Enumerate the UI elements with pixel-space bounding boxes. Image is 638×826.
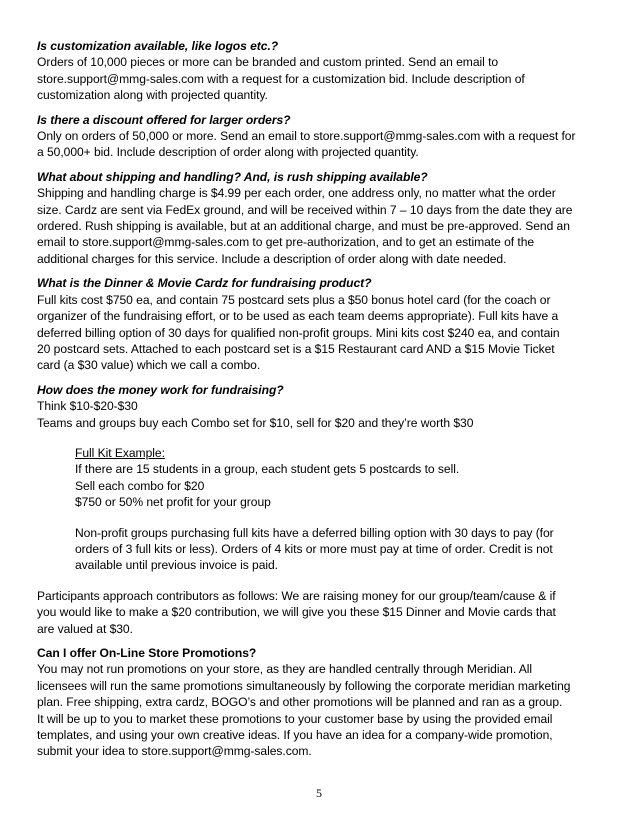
answer-line: Orders of 10,000 pieces or more can be branded and custom printed. Send an email to bbox=[37, 55, 499, 70]
nonprofit-line: Non-profit groups purchasing full kits have a deferred billing option with 30 days to pay (for bbox=[75, 525, 554, 540]
nonprofit-line: available until previous invoice is paid. bbox=[75, 558, 278, 573]
answer-line: card (a $30 value) which we call a combo. bbox=[37, 358, 261, 373]
page-number: 5 bbox=[316, 786, 322, 800]
participants-line: are valued at $30. bbox=[37, 621, 133, 636]
answer-line: templates, and using your own creative ideas. If you have an idea for a company-wide promotion, bbox=[37, 728, 553, 743]
example-line: If there are 15 students in a group, each student gets 5 postcards to sell. bbox=[75, 462, 460, 477]
faq-product bbox=[37, 275, 617, 373]
answer-line: size. Cardz are sent via FedEx ground, and will be received within 7 – 10 days from the date they are bbox=[37, 202, 573, 217]
answer-line: email to store.support@mmg-sales.com to get pre-authorization, and to get an estimate of the bbox=[37, 235, 535, 250]
answer-line: Teams and groups buy each Combo set for $10, sell for $20 and they’re worth $30 bbox=[37, 415, 474, 430]
answer-line: ordered. Rush shipping is available, but at an additional charge, and must be pre-approved. Send an bbox=[37, 219, 570, 234]
answer-line: Only on orders of 50,000 or more. Send an email to store.support@mmg-sales.com with a request for bbox=[37, 129, 576, 144]
answer-line: a 50,000+ bid. Include description of order along with projected quantity. bbox=[37, 145, 419, 160]
spacer bbox=[37, 431, 617, 445]
answer-line: Shipping and handling charge is $4.99 per each order, one address only, no matter what the order bbox=[37, 186, 556, 201]
answer-line: You may not run promotions on your store, as they are handled centrally through Meridian. All bbox=[37, 662, 533, 677]
example-title: Full Kit Example: bbox=[75, 445, 165, 460]
answer-line: submit your idea to store.support@mmg-sales.com. bbox=[37, 744, 312, 759]
answer-line: additional charges for this service. Include a description of order along with date needed. bbox=[37, 251, 507, 266]
answer-line: customization along with projected quantity. bbox=[37, 88, 268, 103]
spacer bbox=[75, 511, 617, 525]
question-heading: What about shipping and handling? And, is rush shipping available? bbox=[37, 169, 428, 184]
question-heading: Is customization available, like logos etc.? bbox=[37, 39, 279, 53]
faq-shipping bbox=[37, 169, 617, 267]
faq-promotions bbox=[37, 645, 617, 760]
participants-line: Participants approach contributors as follows: We are raising money for our group/team/cause & if bbox=[37, 588, 556, 603]
answer-line: licensees will run the same promotions simultaneously by following the corporate meridian marketing bbox=[37, 678, 571, 693]
document-page bbox=[37, 38, 617, 768]
faq-customization bbox=[37, 38, 617, 104]
example-line: $750 or 50% net profit for your group bbox=[75, 495, 271, 510]
faq-discount bbox=[37, 112, 617, 161]
participants-line: you would like to make a $20 contribution, we will give you these $15 Dinner and Movie cards that bbox=[37, 605, 556, 620]
answer-line: Think $10-$20-$30 bbox=[37, 399, 138, 414]
example-line: Sell each combo for $20 bbox=[75, 478, 205, 493]
question-heading: What is the Dinner & Movie Cardz for fundraising product? bbox=[37, 276, 372, 291]
answer-line: organizer of the fundraising effort, or to be used as each team deems appropriate). Full kits have a bbox=[37, 309, 559, 324]
answer-line: store.support@mmg-sales.com with a request for a customization bid. Include description of bbox=[37, 71, 525, 86]
spacer bbox=[37, 574, 617, 588]
answer-line: Full kits cost $750 ea, and contain 75 postcard sets plus a $50 bonus hotel card (for the coach or bbox=[37, 292, 551, 307]
answer-line: 20 postcard sets. Attached to each postcard set is a $15 Restaurant card AND a $15 Movie Ticket bbox=[37, 341, 555, 356]
nonprofit-line: orders of 3 full kits or less). Orders of 4 kits or more must pay at time of order. Credit is not bbox=[75, 541, 553, 556]
question-heading: Is there a discount offered for larger orders? bbox=[37, 112, 291, 127]
answer-line: plan. Free shipping, extra cardz, BOGO’s and other promotions will be planned and ran as a group. bbox=[37, 695, 563, 710]
answer-line: deferred billing option of 30 days for qualified non-profit groups. Mini kits cost $240 ea, and contain bbox=[37, 325, 560, 340]
answer-line: It will be up to you to market these promotions to your customer base by using the provided email bbox=[37, 711, 553, 726]
faq-money bbox=[37, 382, 617, 637]
full-kit-example bbox=[37, 445, 617, 574]
question-heading: How does the money work for fundraising? bbox=[37, 382, 284, 397]
question-heading: Can I offer On-Line Store Promotions? bbox=[37, 646, 257, 660]
